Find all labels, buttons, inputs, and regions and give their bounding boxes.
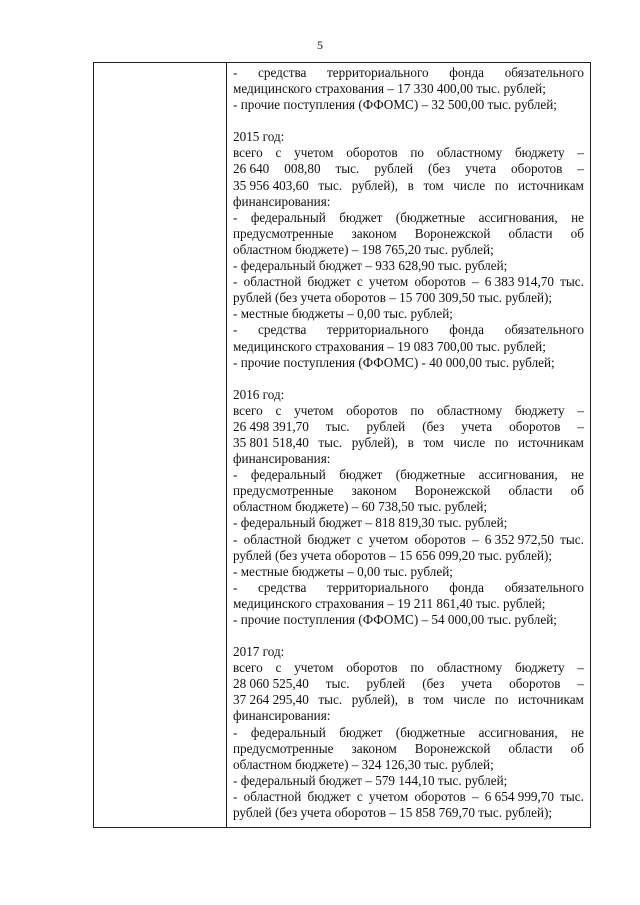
text-line: [233, 515, 584, 531]
text-word: учетом: [368, 788, 409, 804]
text-word: законом: [351, 483, 397, 499]
text-word: рублей: [366, 676, 406, 692]
text-word: фонда: [449, 579, 485, 595]
section-gap: [233, 113, 584, 129]
text-word: - федеральный бюджет – 933 628,90 тыс. рублей;: [233, 258, 508, 274]
text-word: бюджету: [514, 402, 565, 418]
text-word: в: [407, 434, 414, 450]
text-line: [233, 451, 584, 467]
section-gap: [233, 628, 584, 644]
text-word: учетом: [368, 274, 409, 290]
text-word: (без: [428, 161, 451, 177]
text-word: средства: [258, 65, 307, 80]
text-word: (без: [422, 418, 445, 434]
text-line: [233, 532, 584, 548]
text-word: с: [275, 660, 282, 676]
text-word: федеральный: [250, 467, 326, 483]
text-section: [233, 644, 584, 821]
text-word: 2015 год:: [233, 129, 285, 145]
text-word: учета: [461, 418, 493, 434]
text-line: [233, 708, 584, 724]
text-word: предусмотренные: [233, 225, 334, 241]
document-table: [93, 62, 591, 828]
text-word: оборотов: [346, 660, 398, 676]
text-line: [233, 97, 584, 113]
text-word: территориального: [327, 65, 429, 80]
text-line: [233, 644, 584, 660]
text-word: областном бюджете) – 198 765,20 тыс. рублей;: [233, 241, 494, 257]
text-word: всего: [233, 145, 263, 161]
text-line: [233, 805, 584, 821]
text-word: числе: [453, 434, 486, 450]
text-word: Воронежской: [414, 740, 491, 756]
text-word: учетом: [294, 402, 334, 418]
text-word: –: [577, 676, 584, 692]
text-word: по: [494, 434, 509, 450]
page-number: 5: [317, 38, 323, 52]
text-word: тыс.: [325, 676, 350, 692]
text-line: [233, 274, 584, 290]
text-word: тыс.: [318, 692, 343, 708]
text-line: [233, 548, 584, 564]
text-word: учетом: [294, 660, 334, 676]
text-word: бюджет: [307, 788, 351, 804]
text-line: [233, 499, 584, 515]
text-line: [233, 483, 584, 499]
text-word: обязательного: [504, 322, 584, 338]
text-word: всего: [233, 660, 263, 676]
text-line: [233, 676, 584, 692]
text-word: Воронежской: [414, 225, 491, 241]
text-word: рублей (без учета оборотов – 15 858 769,70 тыс. рублей);: [233, 805, 553, 821]
text-word: обязательного: [504, 65, 584, 80]
text-word: областному: [436, 660, 503, 676]
text-word: не: [571, 209, 584, 225]
text-word: 6 352 972,50: [484, 531, 554, 547]
text-word: не: [571, 724, 584, 740]
text-word: ассигнования,: [478, 467, 558, 483]
text-word: с: [356, 531, 363, 547]
text-word: оборотов: [414, 531, 466, 547]
text-word: рублей (без учета оборотов – 15 700 309,50 тыс. рублей);: [233, 290, 553, 306]
text-word: (без: [422, 676, 445, 692]
text-word: областном бюджете) – 60 738,50 тыс. рублей;: [233, 499, 488, 515]
text-word: 28 060 525,40: [233, 676, 309, 692]
text-word: 37 264 295,40: [233, 692, 309, 708]
text-word: -: [233, 579, 238, 595]
text-word: 26 640: [233, 161, 270, 177]
text-line: [233, 145, 584, 161]
text-word: ассигнования,: [478, 209, 558, 225]
text-word: числе: [453, 177, 486, 193]
text-word: рублей (без учета оборотов – 15 656 099,20 тыс. рублей);: [233, 547, 553, 563]
text-word: –: [471, 788, 479, 804]
text-word: финансирования:: [233, 708, 331, 724]
text-word: ассигнования,: [478, 724, 558, 740]
text-word: территориального: [327, 579, 429, 595]
text-word: - федеральный бюджет – 579 144,10 тыс. рублей;: [233, 772, 508, 788]
text-word: - прочие поступления (ФФОМС) - 40 000,00 тыс. рублей;: [233, 354, 555, 370]
text-word: об: [570, 225, 584, 241]
text-word: –: [577, 161, 584, 177]
text-word: об: [570, 483, 584, 499]
text-word: 6 654 999,70: [484, 788, 554, 804]
text-word: фонда: [449, 65, 485, 80]
text-word: –: [577, 660, 584, 676]
text-word: учетом: [368, 531, 409, 547]
text-word: медицинского страхования – 19 211 861,40 тыс. рублей;: [233, 595, 546, 611]
text-line: [233, 387, 584, 403]
text-word: средства: [258, 322, 307, 338]
text-line: [233, 419, 584, 435]
text-line: [233, 435, 584, 451]
text-word: с: [275, 145, 282, 161]
text-word: финансирования:: [233, 451, 331, 467]
text-word: области: [508, 740, 553, 756]
text-line: [233, 660, 584, 676]
text-word: с: [356, 274, 363, 290]
text-word: –: [471, 274, 479, 290]
text-word: источникам: [518, 692, 584, 708]
text-word: тыс.: [560, 531, 584, 547]
text-word: учета: [465, 161, 497, 177]
text-line: [233, 467, 584, 483]
text-line: [233, 580, 584, 596]
text-word: по: [410, 660, 425, 676]
text-word: рублей),: [351, 692, 399, 708]
text-word: 35 801 518,40: [233, 434, 309, 450]
text-word: области: [508, 483, 553, 499]
text-word: в: [407, 177, 414, 193]
text-word: рублей),: [351, 177, 399, 193]
text-word: оборотов: [414, 274, 466, 290]
text-word: тыс.: [325, 418, 350, 434]
text-word: с: [356, 788, 363, 804]
text-word: 35 956 403,60: [233, 177, 309, 193]
text-word: областному: [436, 145, 503, 161]
text-word: - федеральный бюджет – 818 819,30 тыс. рублей;: [233, 515, 508, 531]
text-word: -: [233, 274, 238, 290]
text-word: тыс.: [335, 161, 360, 177]
text-word: областному: [436, 402, 503, 418]
text-line: [233, 773, 584, 789]
text-word: предусмотренные: [233, 483, 334, 499]
text-word: рублей),: [351, 434, 399, 450]
text-word: (бюджетные: [395, 724, 466, 740]
text-word: с: [275, 402, 282, 418]
text-word: 26 498 391,70: [233, 418, 309, 434]
table-left-cell: [94, 63, 227, 827]
text-word: - прочие поступления (ФФОМС) – 54 000,00 тыс. рублей;: [233, 612, 557, 627]
text-word: числе: [453, 692, 486, 708]
text-line: [233, 226, 584, 242]
text-word: обязательного: [504, 579, 584, 595]
text-word: средства: [258, 579, 307, 595]
text-word: том: [423, 177, 444, 193]
text-word: (бюджетные: [395, 467, 466, 483]
text-word: -: [233, 788, 238, 804]
text-word: учетом: [294, 145, 334, 161]
text-word: - местные бюджеты – 0,00 тыс. рублей;: [233, 306, 453, 322]
text-line: [233, 178, 584, 194]
text-word: оборотов: [509, 418, 561, 434]
text-line: [233, 596, 584, 612]
text-word: - прочие поступления (ФФОМС) – 32 500,00 тыс. рублей;: [233, 97, 557, 113]
text-line: [233, 210, 584, 226]
text-line: [233, 789, 584, 805]
text-line: [233, 757, 584, 773]
text-word: по: [494, 177, 509, 193]
text-word: тыс.: [318, 434, 343, 450]
text-line: [233, 339, 584, 355]
text-word: источникам: [518, 177, 584, 193]
text-word: рублей: [366, 418, 406, 434]
text-word: в: [407, 692, 414, 708]
text-word: учета: [461, 676, 493, 692]
text-word: Воронежской: [414, 483, 491, 499]
text-word: по: [494, 692, 509, 708]
text-word: бюджет: [307, 531, 351, 547]
text-word: - местные бюджеты – 0,00 тыс. рублей;: [233, 563, 453, 579]
text-word: –: [577, 402, 584, 418]
text-word: областной: [243, 788, 302, 804]
text-word: бюджет: [307, 274, 351, 290]
text-word: законом: [351, 225, 397, 241]
text-word: –: [577, 145, 584, 161]
text-word: медицинского страхования – 19 083 700,00 тыс. рублей;: [233, 338, 546, 354]
text-line: [233, 290, 584, 306]
text-line: [233, 194, 584, 210]
text-word: областной: [243, 274, 302, 290]
text-word: фонда: [449, 322, 485, 338]
text-line: [233, 612, 584, 628]
text-word: 008,80: [284, 161, 321, 177]
text-word: законом: [351, 740, 397, 756]
text-word: (бюджетные: [395, 209, 466, 225]
text-line: [233, 306, 584, 322]
text-line: [233, 355, 584, 371]
text-word: том: [423, 434, 444, 450]
text-word: бюджет: [339, 209, 383, 225]
text-word: федеральный: [250, 724, 326, 740]
text-word: по: [410, 145, 425, 161]
text-word: финансирования:: [233, 193, 331, 209]
text-word: области: [508, 225, 553, 241]
text-line: [233, 242, 584, 258]
text-section: [233, 129, 584, 370]
text-word: областной: [243, 531, 302, 547]
text-line: [233, 129, 584, 145]
text-word: тыс.: [318, 177, 343, 193]
text-word: 2017 год:: [233, 644, 285, 660]
text-word: по: [410, 402, 425, 418]
text-line: [233, 725, 584, 741]
text-word: -: [233, 724, 238, 740]
text-word: предусмотренные: [233, 740, 334, 756]
table-content-cell: [227, 63, 590, 827]
text-word: источникам: [518, 434, 584, 450]
text-line: [233, 564, 584, 580]
text-line: [233, 322, 584, 338]
text-word: -: [233, 65, 238, 80]
text-word: тыс.: [560, 788, 584, 804]
text-word: не: [571, 467, 584, 483]
text-section: [233, 65, 584, 113]
text-word: бюджет: [339, 467, 383, 483]
text-word: рублей: [374, 161, 414, 177]
text-word: тыс.: [560, 274, 584, 290]
text-word: оборотов: [511, 161, 563, 177]
text-word: территориального: [327, 322, 429, 338]
text-line: [233, 65, 584, 81]
text-word: -: [233, 531, 238, 547]
section-gap: [233, 371, 584, 387]
text-word: –: [471, 531, 479, 547]
text-word: оборотов: [414, 788, 466, 804]
text-word: областном бюджете) – 324 126,30 тыс. рублей;: [233, 756, 494, 772]
text-word: оборотов: [346, 402, 398, 418]
text-word: -: [233, 322, 238, 338]
text-line: [233, 161, 584, 177]
text-word: оборотов: [346, 145, 398, 161]
text-word: федеральный: [250, 209, 326, 225]
text-line: [233, 258, 584, 274]
text-word: всего: [233, 402, 263, 418]
text-line: [233, 403, 584, 419]
text-word: 2016 год:: [233, 386, 285, 402]
text-word: -: [233, 467, 238, 483]
text-word: оборотов: [509, 676, 561, 692]
text-line: [233, 692, 584, 708]
text-word: об: [570, 740, 584, 756]
text-word: бюджету: [514, 660, 565, 676]
text-line: [233, 81, 584, 97]
text-word: –: [577, 418, 584, 434]
text-word: -: [233, 209, 238, 225]
text-section: [233, 387, 584, 628]
text-word: бюджету: [514, 145, 565, 161]
text-line: [233, 741, 584, 757]
text-word: бюджет: [339, 724, 383, 740]
text-word: медицинского страхования – 17 330 400,00 тыс. рублей;: [233, 81, 546, 97]
text-word: том: [423, 692, 444, 708]
text-word: 6 383 914,70: [484, 274, 554, 290]
